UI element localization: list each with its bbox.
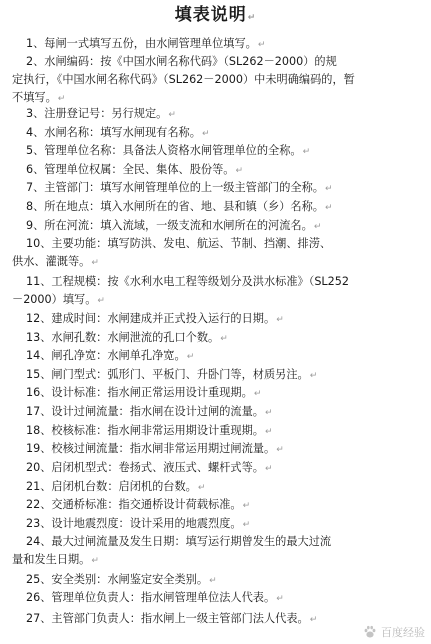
paragraph-mark-icon: ↵ <box>57 94 66 104</box>
text-line <box>26 479 205 496</box>
line-text: 22、交通桥标准：指交通桥设计荷载标准。 <box>26 498 242 511</box>
watermark <box>362 624 425 640</box>
line-text: 19、校核过闸流量：指水闸非常运用期过闸流量。 <box>26 442 276 455</box>
line-text: 27、主管部门负责人：指水闸上一级主管部门法人代表。 <box>26 612 309 625</box>
title-text: 填表说明 <box>174 5 247 25</box>
line-text: 12、建成时间：水闸建成并正式投入运行的日期。 <box>26 312 276 325</box>
line-text: 6、管理单位权属：全民、集体、股份等。 <box>26 163 235 176</box>
text-line <box>26 572 217 589</box>
line-text: 24、最大过闸流量及发生日期：填写运行期曾发生的最大过流 <box>26 535 332 548</box>
text-line <box>12 90 65 107</box>
text-line <box>12 552 99 569</box>
text-line <box>26 143 310 160</box>
text-line <box>26 460 273 477</box>
line-text: 21、启闭机台数：启闭机的台数。 <box>26 480 197 493</box>
paragraph-mark-icon: ↵ <box>309 371 318 381</box>
line-text: 11、工程规模：按《水利水电工程等级划分及洪水标准》（SL252 <box>26 275 350 288</box>
paragraph-mark-icon: ↵ <box>276 315 284 325</box>
line-text: 17、设计过闸流量：指水闸在设计过闸的流量。 <box>26 405 264 418</box>
text-line <box>26 404 273 421</box>
document-title <box>0 4 431 29</box>
paragraph-mark-icon: ↵ <box>276 445 284 455</box>
paragraph-mark-icon: ↵ <box>235 166 244 176</box>
line-text: 25、安全类别：水闸鉴定安全类别。 <box>26 573 209 586</box>
line-text: 供水、灌溉等。 <box>12 255 91 268</box>
text-line <box>26 534 331 550</box>
paragraph-mark-icon: ↵ <box>265 464 273 474</box>
text-line <box>12 72 355 88</box>
paragraph-mark-icon: ↵ <box>91 258 99 268</box>
paragraph-mark-icon: ↵ <box>97 296 105 306</box>
line-text: 10、主要功能：填写防洪、发电、航运、节制、挡潮、排涝、 <box>26 237 332 250</box>
paragraph-mark-icon: ↵ <box>220 334 228 344</box>
line-text: 不填写。 <box>12 91 57 104</box>
text-line <box>26 441 284 458</box>
paragraph-mark-icon: ↵ <box>247 13 257 23</box>
paragraph-mark-icon: ↵ <box>91 556 99 566</box>
text-line <box>26 611 317 628</box>
line-text: 16、设计标准：指水闸正常运用设计重现期。 <box>26 386 253 399</box>
paragraph-mark-icon: ↵ <box>197 483 206 493</box>
paragraph-mark-icon: ↵ <box>168 110 176 120</box>
text-line <box>26 274 349 290</box>
text-line <box>26 125 209 142</box>
line-text: －2000）填写。 <box>12 293 97 306</box>
text-line <box>26 199 333 216</box>
text-line <box>26 330 228 347</box>
paragraph-mark-icon: ↵ <box>186 352 195 362</box>
line-text: 9、所在河流：填入流域，一级支流和水闸所在的河流名。 <box>26 219 313 232</box>
paragraph-mark-icon: ↵ <box>309 615 318 625</box>
text-line <box>26 385 261 402</box>
line-text: 7、主管部门：填写水闸管理单位的上一级主管部门的全称。 <box>26 181 324 194</box>
line-text: 26、管理单位负责人：指水闸管理单位法人代表。 <box>26 591 276 604</box>
text-line <box>26 180 333 197</box>
paragraph-mark-icon: ↵ <box>265 408 273 418</box>
baidu-paw-icon <box>362 624 378 640</box>
line-text: 8、所在地点：填入水闸所在的省、地、县和镇（乡）名称。 <box>26 200 324 213</box>
paragraph-mark-icon: ↵ <box>242 520 251 530</box>
text-line <box>26 218 321 235</box>
line-text: 23、设计地震烈度：设计采用的地震烈度。 <box>26 517 242 530</box>
paragraph-mark-icon: ↵ <box>253 389 262 399</box>
paragraph-mark-icon: ↵ <box>265 427 273 437</box>
paragraph-mark-icon: ↵ <box>209 576 217 586</box>
line-text: 13、水闸孔数：水闸泄流的孔口个数。 <box>26 331 220 344</box>
text-line <box>12 254 99 271</box>
paragraph-mark-icon: ↵ <box>313 222 322 232</box>
line-text: 15、闸门型式：弧形门、平板门、升卧门等，材质另注。 <box>26 368 309 381</box>
line-text: 20、启闭机型式：卷扬式、液压式、螺杆式等。 <box>26 461 264 474</box>
line-text: 18、校核标准：指水闸非常运用期设计重现期。 <box>26 424 264 437</box>
text-line <box>26 236 331 252</box>
paragraph-mark-icon: ↵ <box>276 594 284 604</box>
line-text: 量和发生日期。 <box>12 553 91 566</box>
text-line <box>26 497 250 514</box>
text-line <box>26 311 284 328</box>
text-line <box>26 367 317 384</box>
text-line <box>26 54 337 70</box>
paragraph-mark-icon: ↵ <box>201 129 210 139</box>
line-text: 2、水闸编码：按《中国水闸名称代码》（SL262－2000）的规 <box>26 55 337 68</box>
text-line <box>12 292 105 309</box>
text-line <box>26 106 176 123</box>
watermark-text: 百度经验 <box>381 626 425 639</box>
text-line <box>26 348 194 365</box>
paragraph-mark-icon: ↵ <box>242 501 251 511</box>
paragraph-mark-icon: ↵ <box>302 147 311 157</box>
line-text: 14、闸孔净宽：水闸单孔净宽。 <box>26 349 186 362</box>
text-line <box>26 590 284 607</box>
text-line <box>26 516 250 533</box>
line-text: 1、每闸一式填写五份，由水闸管理单位填写。 <box>26 37 257 50</box>
line-text: 3、注册登记号：另行规定。 <box>26 107 168 120</box>
paragraph-mark-icon: ↵ <box>257 40 266 50</box>
line-text: 5、管理单位名称：具备法人资格水闸管理单位的全称。 <box>26 144 302 157</box>
line-text: 4、水闸名称：填写水闸现有名称。 <box>26 126 201 139</box>
paragraph-mark-icon: ↵ <box>325 203 333 213</box>
text-line <box>26 423 273 440</box>
text-line <box>26 162 243 179</box>
line-text: 定执行，《中国水闸名称代码》（SL262－2000）中未明确编码的，暂 <box>12 73 355 86</box>
paragraph-mark-icon: ↵ <box>325 184 333 194</box>
text-line <box>26 36 265 53</box>
